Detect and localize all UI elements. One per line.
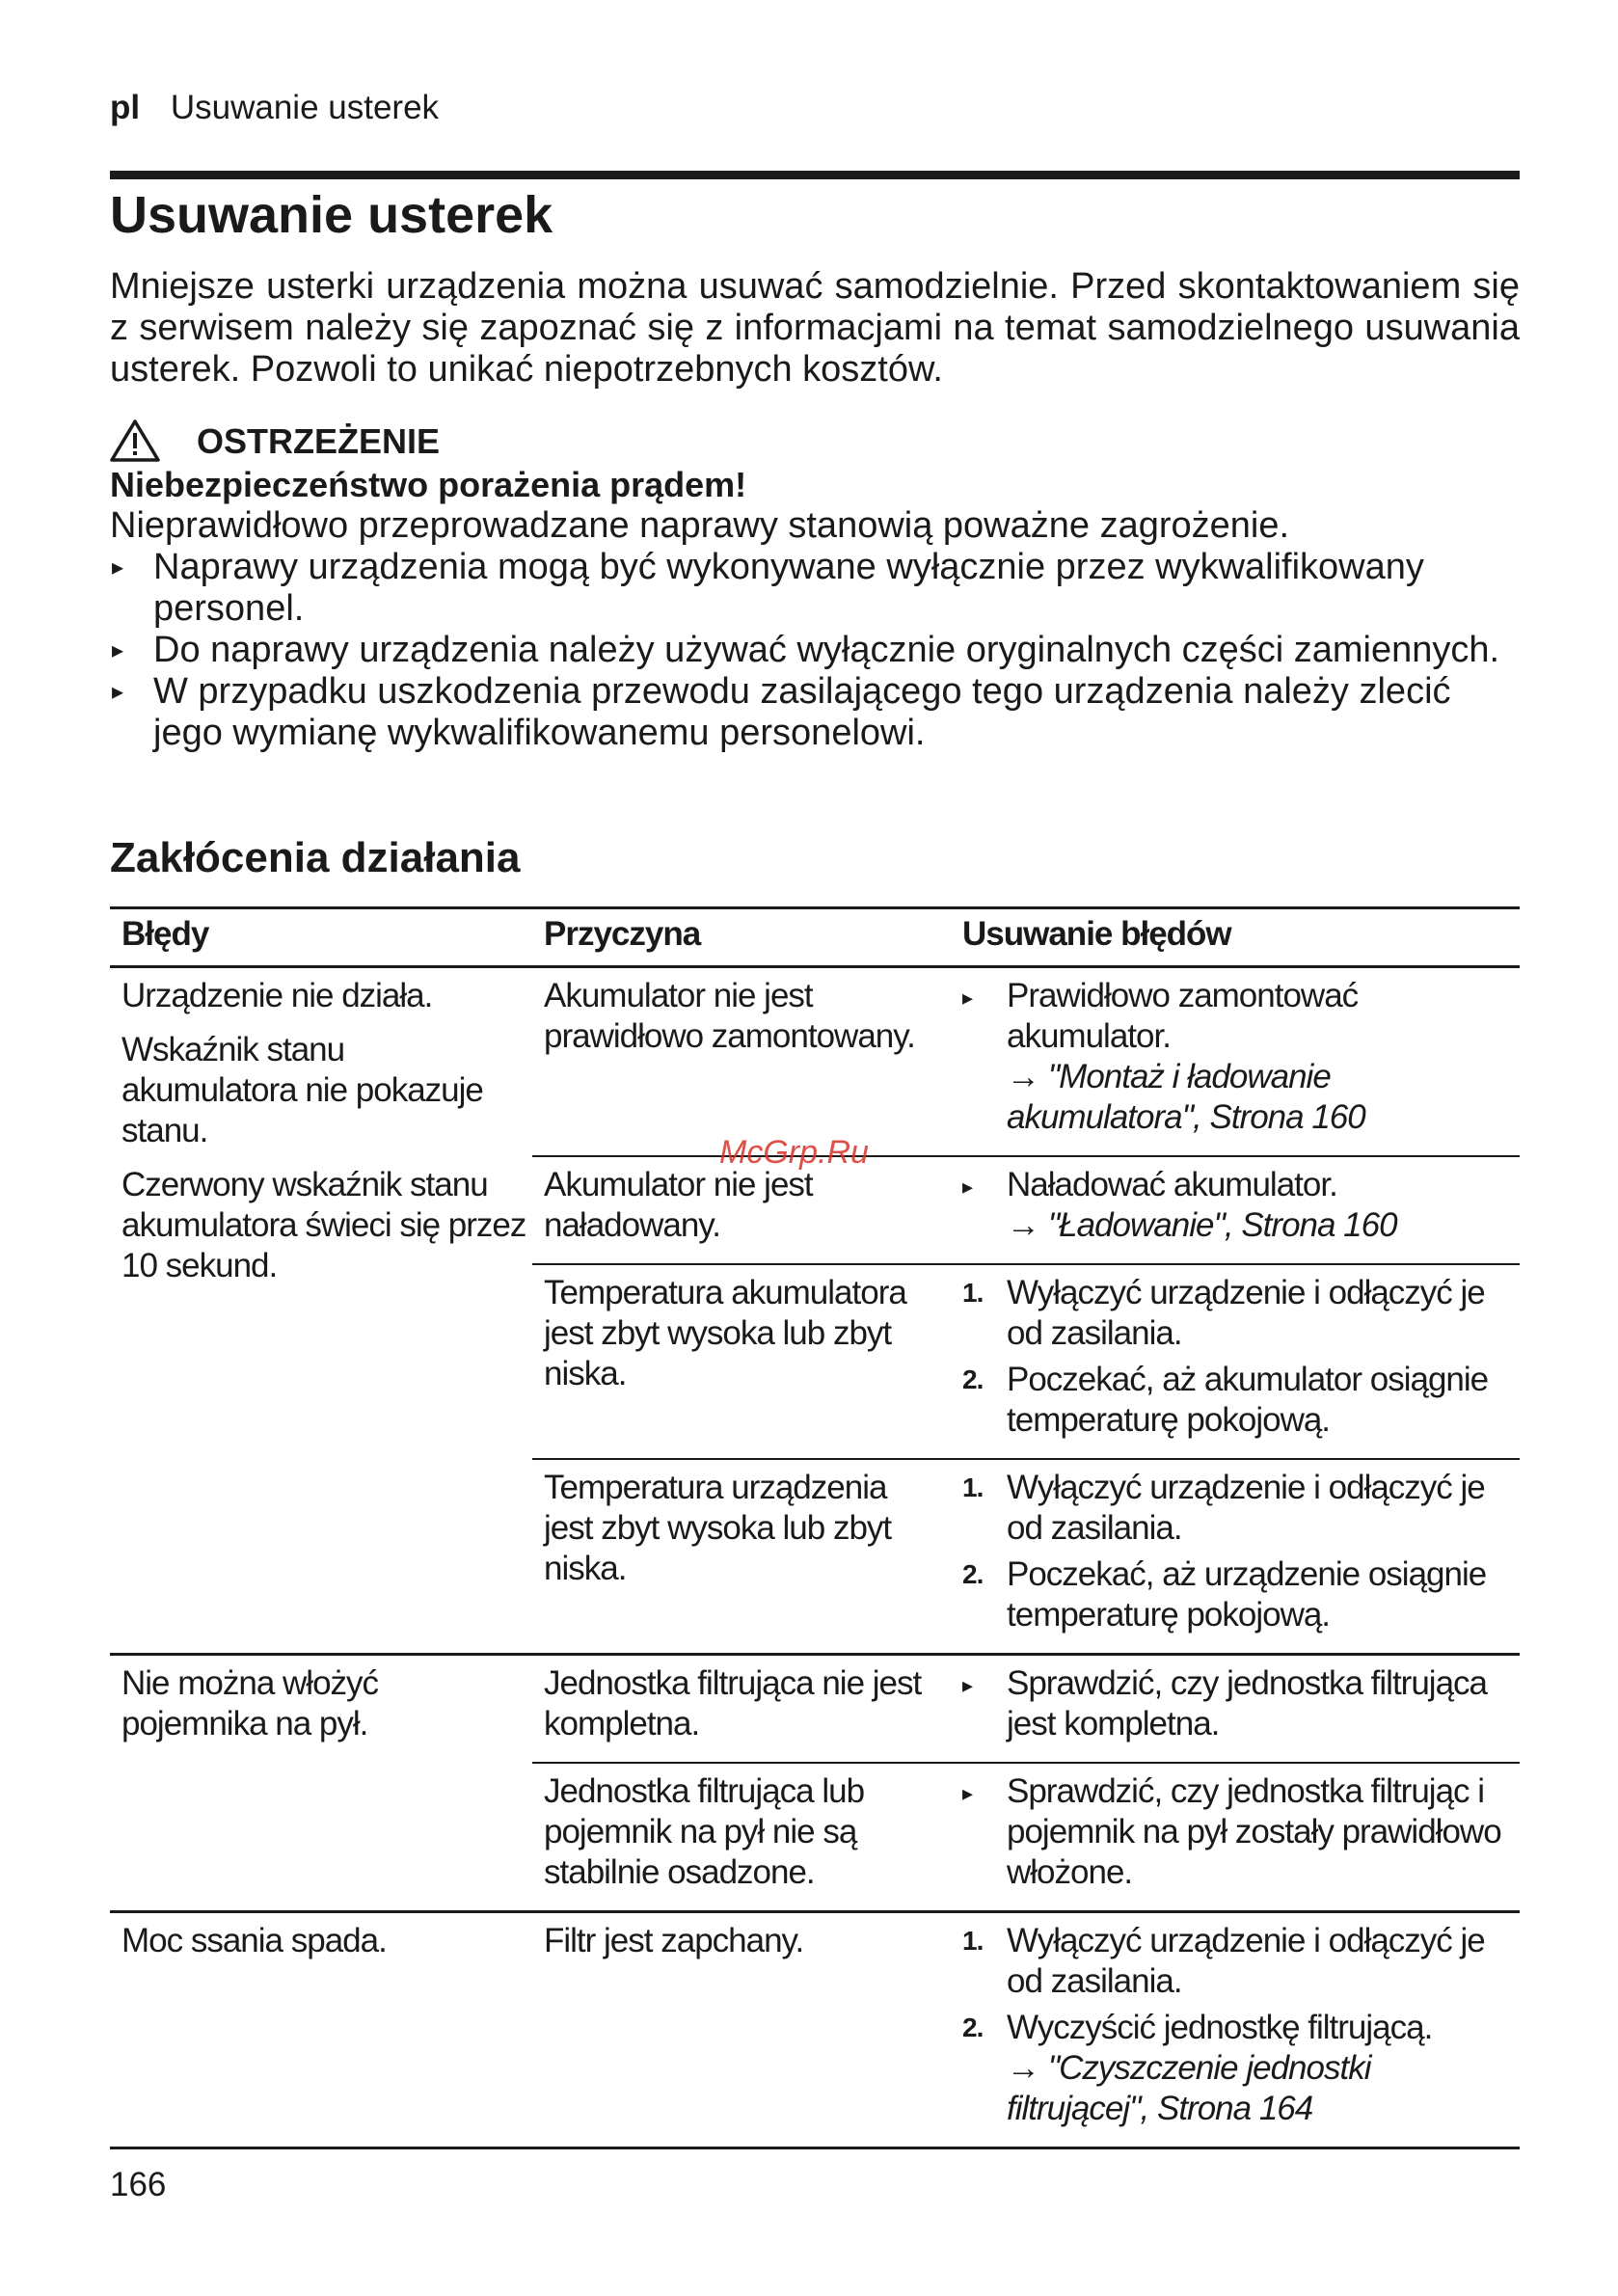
warning-heading xyxy=(110,417,1520,465)
page-reference: → "Ładowanie", Strona 160 xyxy=(1007,1206,1397,1244)
warning-subtitle: Niebezpieczeństwo porażenia prądem! xyxy=(110,465,747,504)
warning-label: OSTRZEŻENIE xyxy=(197,420,441,461)
step-number: 2. xyxy=(962,2012,984,2042)
remedy-cell: ▸ Sprawdzić, czy jednostka filtrując i pojemnik na pył zostały prawidłowo włożone. xyxy=(962,1772,1501,1891)
cause-cell: Akumulator nie jest naładowany. xyxy=(544,1166,813,1244)
step-number: 2. xyxy=(962,1559,984,1589)
cause-cell: Temperatura urządzenia jest zbyt wysoka lub zbyt niska. xyxy=(544,1469,892,1587)
cause-cell: Jednostka filtrująca nie jest kompletna. xyxy=(544,1664,922,1742)
list-item: ▸ Naprawy urządzenia mogą być wykonywane wyłącznie przez wykwalifikowany personel. xyxy=(112,547,1424,629)
cause-cell: Jednostka filtrująca lub pojemnik na pył nie są stabilnie osadzone. xyxy=(544,1772,865,1891)
remedy-cell: ▸ Prawidłowo zamontować akumulator. → "Montaż i ładowanie akumulatora", Strona 160 xyxy=(962,977,1365,1136)
warning-text: Nieprawidłowo przeprowadzane naprawy stanowią poważne zagrożenie. xyxy=(110,505,1290,546)
step-number: 1. xyxy=(962,1278,984,1308)
list-item: ▸ Do naprawy urządzenia należy używać wyłącznie oryginalnych części zamiennych. xyxy=(112,630,1500,670)
warning-box xyxy=(110,417,1520,754)
bullet-triangle-icon: ▸ xyxy=(112,637,124,663)
intro-paragraph xyxy=(110,266,1520,391)
cause-cell: Temperatura akumulatora jest zbyt wysoka lub zbyt niska. xyxy=(544,1274,906,1392)
table-row xyxy=(532,968,1520,1155)
header-rule xyxy=(110,171,1520,179)
table-row xyxy=(532,1263,1520,1458)
table-row xyxy=(532,1762,1520,1910)
table-row xyxy=(532,1913,1520,2147)
warning-triangle-icon xyxy=(110,419,160,463)
error-cell: Nie można włożyć pojemnika na pył. xyxy=(121,1664,379,1742)
cause-cell: Akumulator nie jest prawidłowo zamontowany. xyxy=(544,977,915,1055)
page-number: 166 xyxy=(110,2166,167,2203)
bullet-triangle-icon: ▸ xyxy=(962,1673,973,1697)
header-errors: Błędy xyxy=(121,915,209,953)
table-row xyxy=(532,1656,1520,1762)
arrow-right-icon: → xyxy=(1007,1058,1039,1095)
remedy-cell: 1. Wyłączyć urządzenie i odłączyć je od zasilania. 2. Wyczyścić jednostkę filtrującą. → "Czyszczenie jednostki filtrującej", Strona 164 xyxy=(962,1922,1485,2127)
running-header-title: Usuwanie usterek xyxy=(170,89,440,126)
step-number: 1. xyxy=(962,1472,984,1502)
bullet-triangle-icon: ▸ xyxy=(962,1175,973,1199)
arrow-right-icon: → xyxy=(1007,1206,1039,1244)
remedy-cell: 1. Wyłączyć urządzenie i odłączyć je od zasilania. 2. Poczekać, aż urządzenie osiągnie temperaturę pokojową. xyxy=(962,1469,1487,1634)
remedy-cell: ▸ Sprawdzić, czy jednostka filtrująca jest kompletna. xyxy=(962,1664,1487,1742)
section-title: Zakłócenia działania xyxy=(110,834,521,881)
table-header xyxy=(110,906,1520,968)
warning-list xyxy=(110,547,1520,754)
watermark: McGrp.Ru xyxy=(719,1134,869,1171)
arrow-right-icon: → xyxy=(1007,2049,1039,2087)
list-item: ▸ W przypadku uszkodzenia przewodu zasilającego tego urządzenia należy zlecić jego wymianę wykwalifikowanemu personelowi. xyxy=(112,671,1451,753)
page-reference: → "Montaż i ładowanie akumulatora", Strona 160 xyxy=(1007,1058,1365,1136)
bullet-triangle-icon: ▸ xyxy=(112,679,124,705)
table-group xyxy=(110,1656,1520,1913)
bullet-triangle-icon: ▸ xyxy=(962,1781,973,1805)
header-remedy: Usuwanie błędów xyxy=(962,915,1231,953)
error-cell: Urządzenie nie działa. Wskaźnik stanu akumulatora nie pokazuje stanu. Czerwony wskaźnik stanu akumulatora świeci się przez 10 sekund. xyxy=(121,977,526,1284)
bullet-triangle-icon: ▸ xyxy=(112,554,124,581)
table-row xyxy=(532,1458,1520,1653)
step-number: 2. xyxy=(962,1364,984,1394)
remedy-cell: 1. Wyłączyć urządzenie i odłączyć je od zasilania. 2. Poczekać, aż akumulator osiągnie temperaturę pokojową. xyxy=(962,1274,1489,1439)
page-reference: → "Czyszczenie jednostki filtrującej", Strona 164 xyxy=(1007,2049,1371,2127)
page-title: Usuwanie usterek xyxy=(110,186,553,244)
intro-text: Mniejsze usterki urządzenia można usuwać samodzielnie. Przed skontaktowaniem się z serwisem należy się zapoznać się z informacjami na temat samodzielnego usuwania usterek. Pozwoli to unikać niepotrzebnych kosztów. xyxy=(110,266,1520,390)
running-header xyxy=(110,89,439,127)
table-group xyxy=(110,1913,1520,2149)
bullet-triangle-icon: ▸ xyxy=(962,986,973,1010)
cause-cell: Filtr jest zapchany. xyxy=(544,1922,804,1959)
troubleshooting-table xyxy=(110,906,1520,2149)
language-code: pl xyxy=(110,89,141,126)
table-group xyxy=(110,968,1520,1656)
header-cause: Przyczyna xyxy=(544,915,701,953)
error-cell: Moc ssania spada. xyxy=(121,1922,387,1959)
table-row xyxy=(532,1155,1520,1263)
step-number: 1. xyxy=(962,1926,984,1956)
remedy-cell: ▸ Naładować akumulator. → "Ładowanie", Strona 160 xyxy=(962,1166,1397,1244)
